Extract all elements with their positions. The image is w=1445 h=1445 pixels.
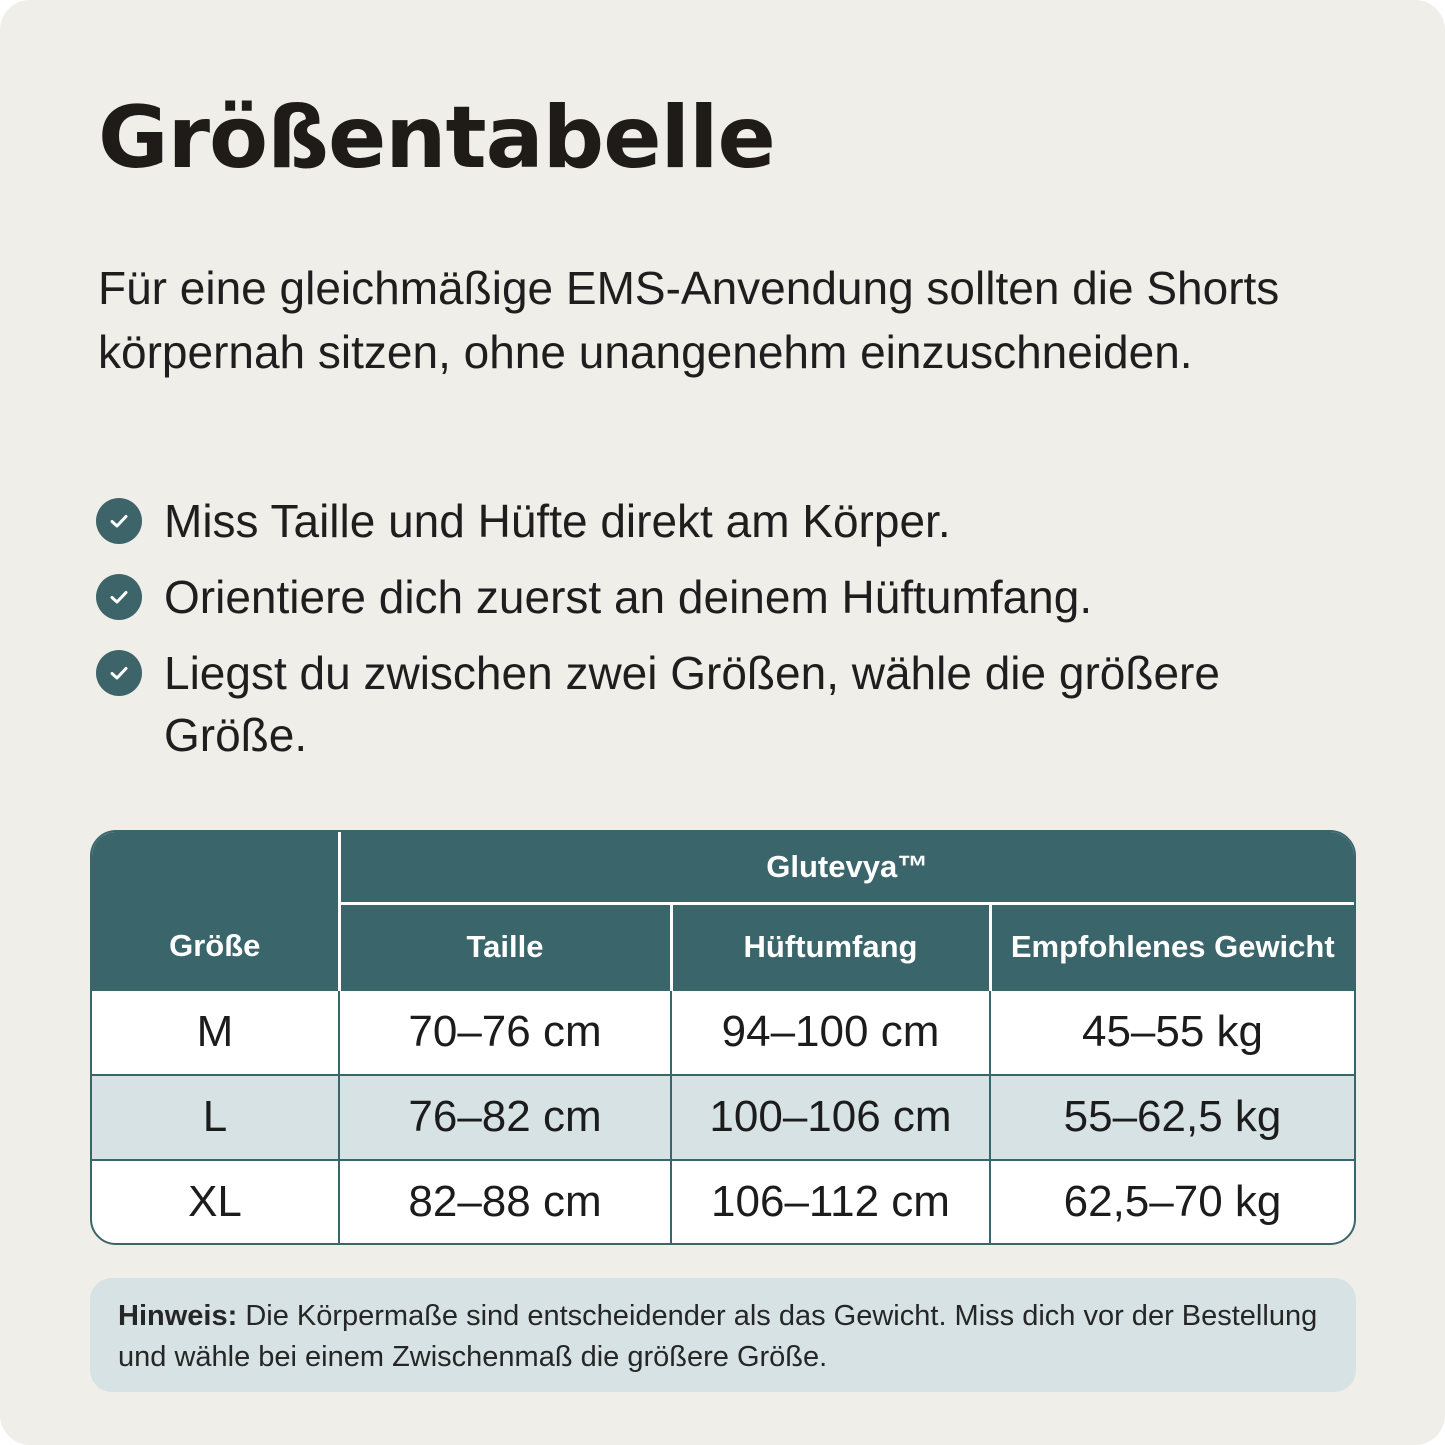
column-header-waist: Taille [339,904,671,991]
waist-cell: 70–76 cm [339,990,671,1075]
weight-cell: 45–55 kg [990,990,1354,1075]
table-row [92,1160,1354,1243]
hint-text: Die Körpermaße sind entscheidender als das Gewicht. Miss dich vor der Bestellung und wähle bei einem Zwischenmaß die größere Größe. [118,1300,1318,1373]
checklist-item [96,566,1356,628]
hint-label: Hinweis: [118,1300,238,1332]
hip-cell: 100–106 cm [671,1075,990,1160]
weight-cell: 62,5–70 kg [990,1160,1354,1243]
table-row [92,1075,1354,1160]
checklist-item [96,642,1356,766]
check-circle-icon [96,498,142,544]
size-table [92,832,1354,1243]
hint-box [90,1278,1356,1392]
size-cell: L [92,1075,339,1160]
size-cell: XL [92,1160,339,1243]
column-header-weight: Empfohlenes Gewicht [990,904,1354,991]
check-circle-icon [96,650,142,696]
page-title: Größentabelle [98,88,775,188]
hip-cell: 106–112 cm [671,1160,990,1243]
weight-cell: 55–62,5 kg [990,1075,1354,1160]
checklist-item-text: Miss Taille und Hüfte direkt am Körper. [164,495,951,547]
checklist [96,490,1356,780]
hip-cell: 94–100 cm [671,990,990,1075]
size-table-container [90,830,1356,1245]
size-cell: M [92,990,339,1075]
checklist-item-text: Liegst du zwischen zwei Größen, wähle die größere Größe. [164,647,1220,761]
column-header-hip: Hüftumfang [671,904,990,991]
check-circle-icon [96,574,142,620]
brand-header: Glutevya™ [339,832,1354,904]
checklist-item-text: Orientiere dich zuerst an deinem Hüftumfang. [164,571,1093,623]
intro-text: Für eine gleichmäßige EMS-Anvendung sollten die Shorts körpernah sitzen, ohne unangenehm einzuschneiden. [98,262,1280,378]
waist-cell: 82–88 cm [339,1160,671,1243]
checklist-item [96,490,1356,552]
column-header-size: Größe [92,832,339,990]
waist-cell: 76–82 cm [339,1075,671,1160]
table-row [92,990,1354,1075]
